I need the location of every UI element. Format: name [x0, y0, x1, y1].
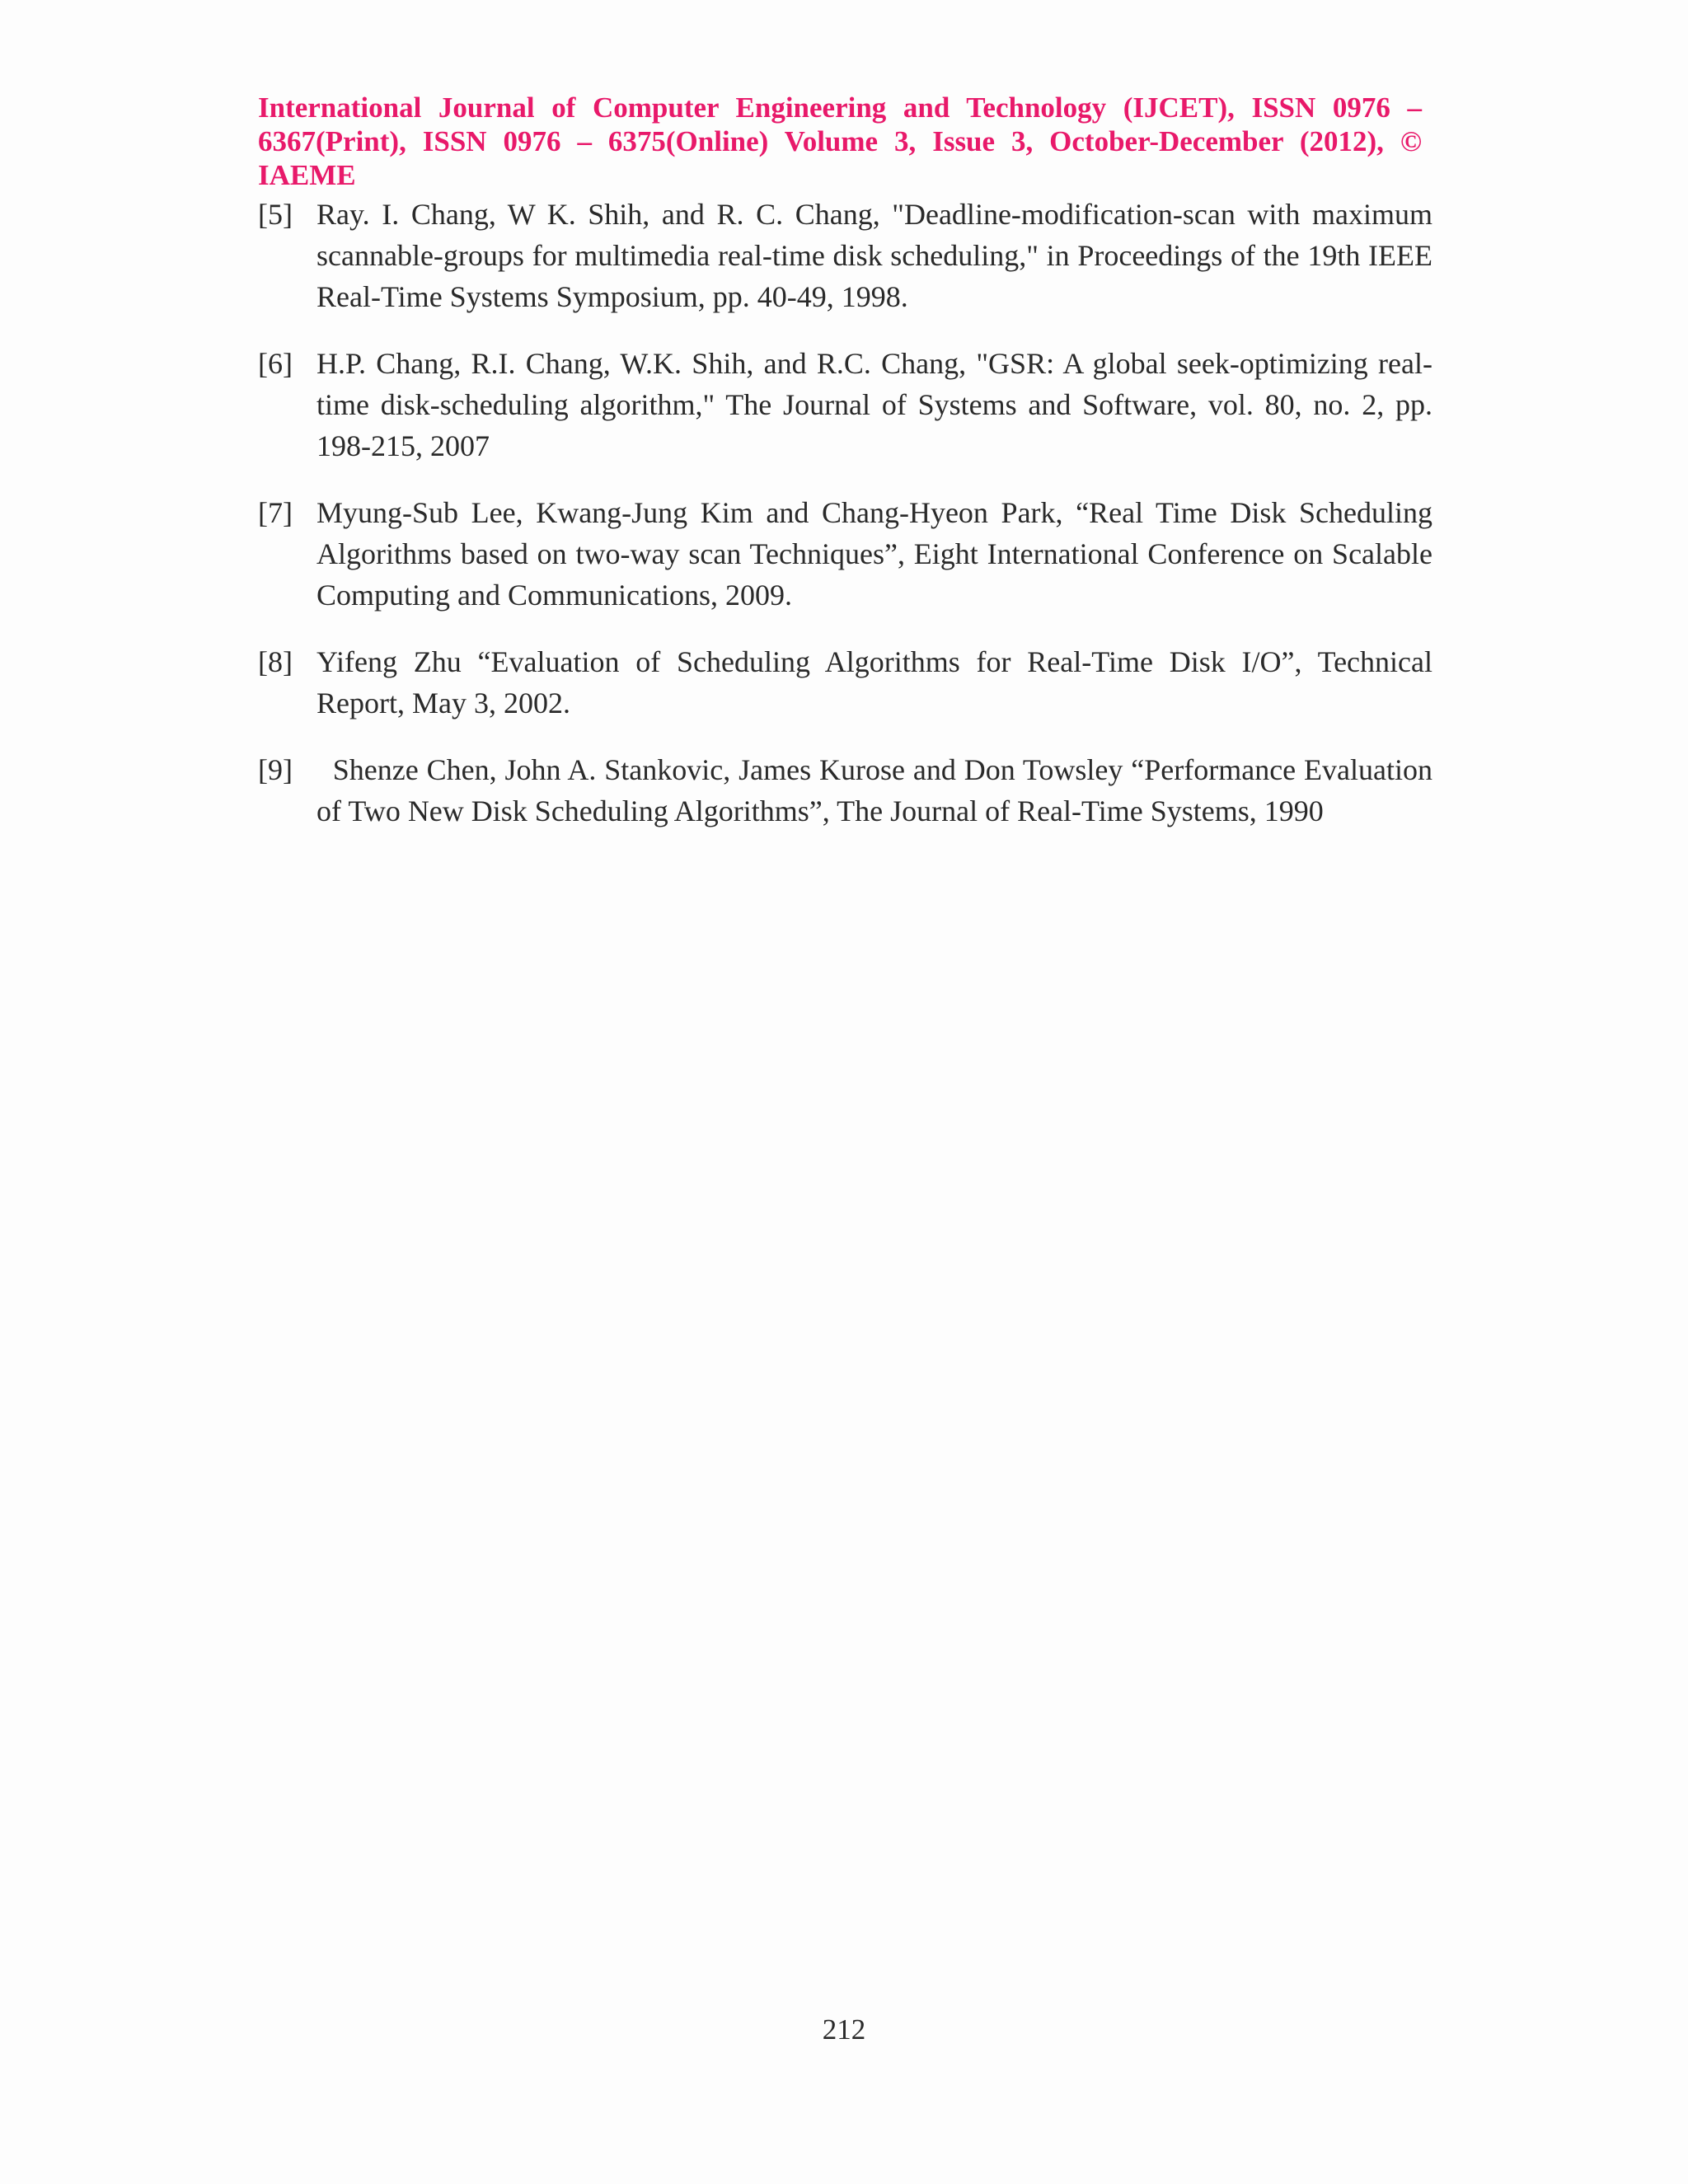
- reference-number: [9]: [258, 753, 293, 786]
- reference-text: Yifeng Zhu “Evaluation of Scheduling Algorithms for Real-Time Disk I/O”, Technical Report, May 3, 2002.: [316, 645, 1432, 719]
- reference-text: Ray. I. Chang, W K. Shih, and R. C. Chang, "Deadline-modification-scan with maximum scannable-groups for multimedia real-time disk scheduling," in Proceedings of the 19th IEEE Real-Time Systems Symposium, pp. 40-49, 1998.: [316, 198, 1432, 313]
- reference-text: Myung-Sub Lee, Kwang-Jung Kim and Chang-Hyeon Park, “Real Time Disk Scheduling Algorithms based on two-way scan Techniques”, Eight International Conference on Scalable Computing and Communications, 2009.: [316, 496, 1432, 612]
- reference-item: [258, 492, 1432, 616]
- reference-item: [258, 749, 1440, 832]
- journal-header-line-2: 6367(Print), ISSN 0976 – 6375(Online) Volume 3, Issue 3, October-December (2012), © IAEME: [258, 125, 1422, 191]
- journal-header-line-1: International Journal of Computer Engineering and Technology (IJCET), ISSN 0976 –: [258, 91, 1422, 124]
- reference-text: Shenze Chen, John A. Stankovic, James Kurose and Don Towsley “Performance Evaluation of Two New Disk Scheduling Algorithms”, The Journal of Real-Time Systems, 1990: [316, 753, 1440, 827]
- reference-item: [258, 641, 1432, 724]
- reference-item: [258, 194, 1432, 317]
- reference-number: [6]: [258, 347, 293, 380]
- page-number: 212: [822, 2013, 866, 2046]
- reference-number: [5]: [258, 198, 293, 231]
- reference-list: [258, 194, 1440, 857]
- reference-item: [258, 343, 1432, 466]
- reference-text: H.P. Chang, R.I. Chang, W.K. Shih, and R.C. Chang, "GSR: A global seek-optimizing real-time disk-scheduling algorithm," The Journal of Systems and Software, vol. 80, no. 2, pp. 198-215, 2007: [316, 347, 1432, 462]
- journal-header: [258, 91, 1422, 192]
- reference-number: [8]: [258, 645, 293, 678]
- reference-number: [7]: [258, 496, 293, 529]
